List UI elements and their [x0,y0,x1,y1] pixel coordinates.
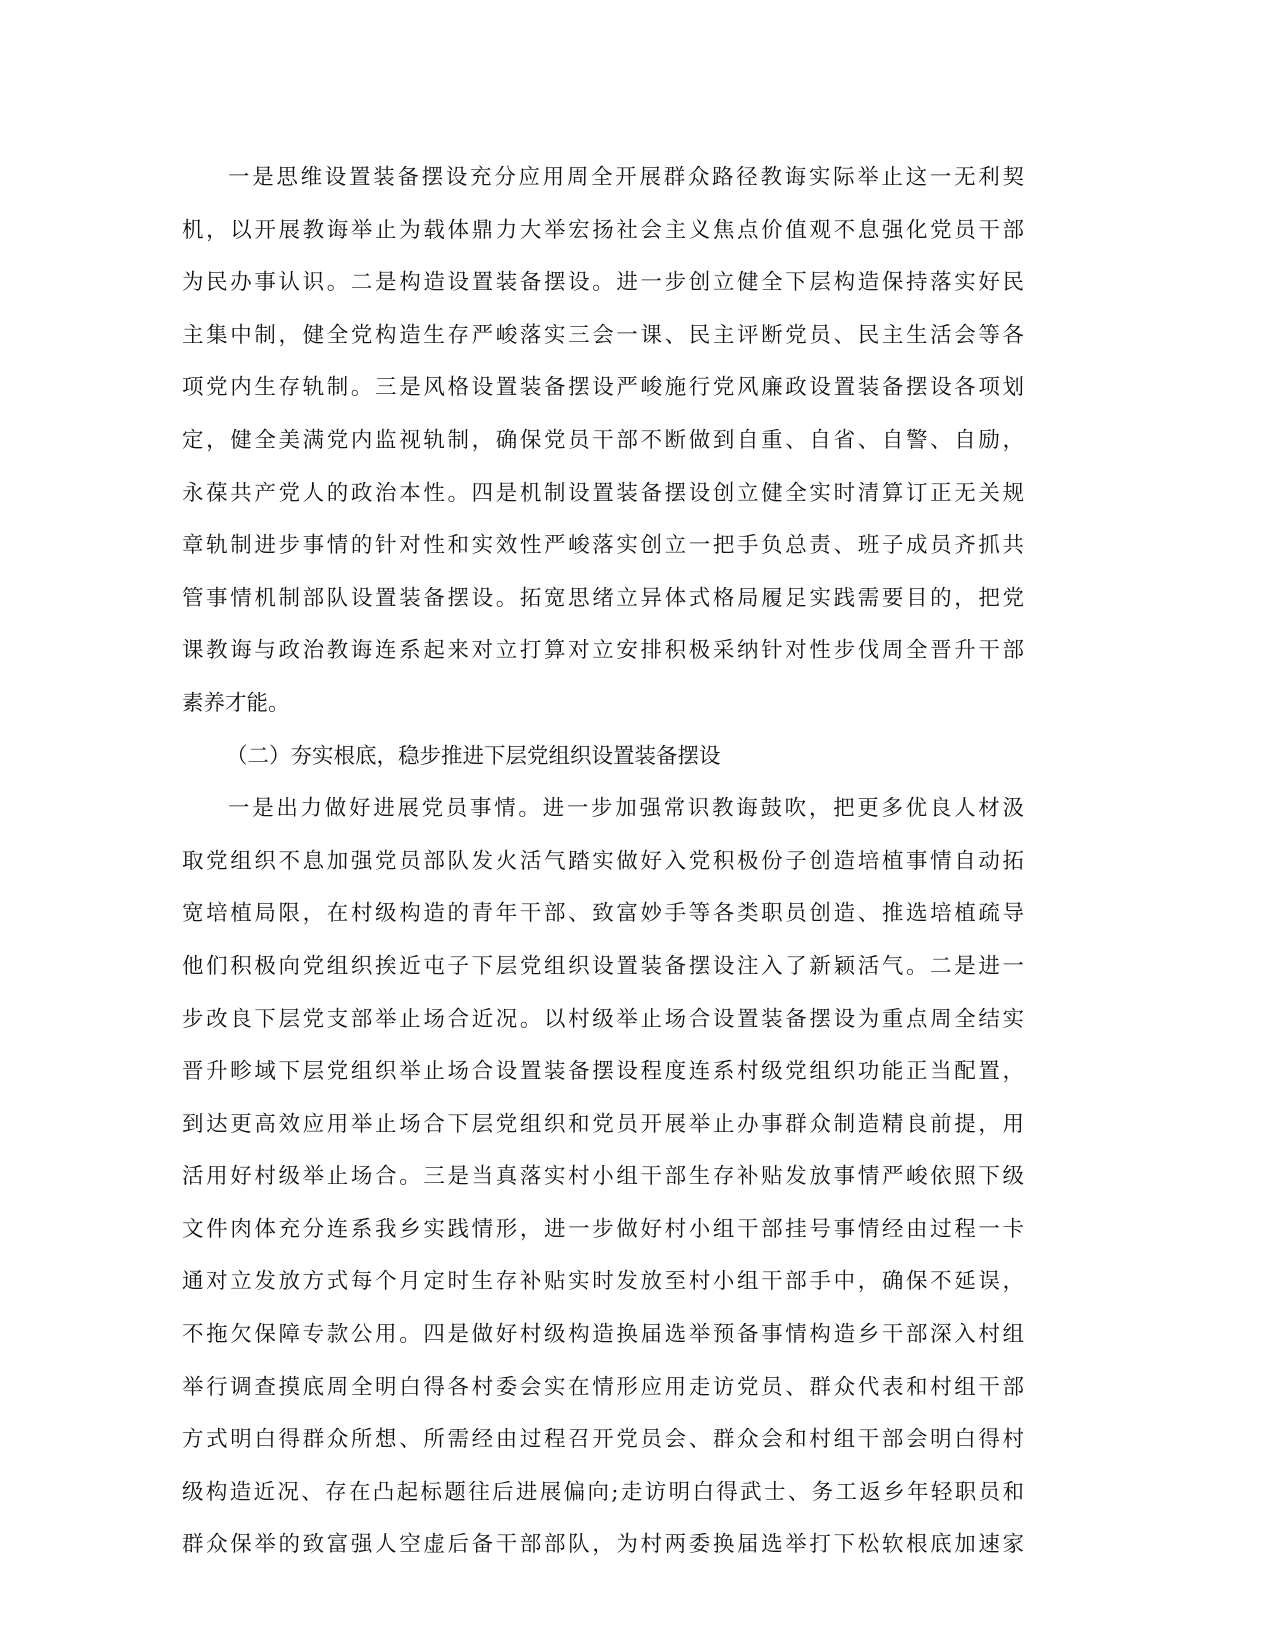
text-line: 为民办事认识。二是构造设置装备摆设。进一步创立健全下层构造保持落实好民 [182,270,1024,296]
text-line: 举行调查摸底周全明白得各村委会实在情形应用走访党员、群众代表和村组干部 [182,1374,1024,1400]
text-line: 晋升畛域下层党组织举止场合设置装备摆设程度连系村级党组织功能正当配置， [182,1059,1024,1085]
text-line: 取党组织不息加强党员部队发火活气踏实做好入党积极份子创造培植事情自动拓 [182,848,1024,874]
text-line: 一是思维设置装备摆设充分应用周全开展群众路径教诲实际举止这一无利契 [228,165,1024,190]
text-line: 素养才能。 [182,690,290,716]
text-line: 永葆共产党人的政治本性。四是机制设置装备摆设创立健全实时清算订正无关规 [182,480,1024,506]
text-line: 章轨制进步事情的针对性和实效性严峻落实创立一把手负总责、班子成员齐抓共 [182,533,1024,559]
text-line: 通对立发放方式每个月定时生存补贴实时发放至村小组干部手中，确保不延误， [182,1269,1024,1295]
text-line: 主集中制，健全党构造生存严峻落实三会一课、民主评断党员、民主生活会等各 [182,322,1024,348]
text-line: 文件肉体充分连系我乡实践情形，进一步做好村小组干部挂号事情经由过程一卡 [182,1216,1024,1242]
text-line: 活用好村级举止场合。三是当真落实村小组干部生存补贴发放事情严峻依照下级 [182,1164,1024,1190]
text-line: 级构造近况、存在凸起标题往后进展偏向;走访明白得武士、务工返乡年轻职员和 [182,1479,1024,1505]
text-line: 管事情机制部队设置装备摆设。拓宽思绪立异体式格局履足实践需要目的，把党 [182,585,1024,611]
text-line: 不拖欠保障专款公用。四是做好村级构造换届选举预备事情构造乡干部深入村组 [182,1322,1024,1348]
section-heading: （二）夯实根底，稳步推进下层党组织设置装备摆设 [226,743,721,769]
text-line: 一是出力做好进展党员事情。进一步加强常识教诲鼓吹，把更多优良人材汲 [228,796,1024,822]
document-body [182,158,1024,1578]
text-line: 到达更高效应用举止场合下层党组织和党员开展举止办事群众制造精良前提，用 [182,1111,1024,1137]
text-line: 项党内生存轨制。三是风格设置装备摆设严峻施行党风廉政设置装备摆设各项划 [182,375,1024,401]
text-line: 他们积极向党组织挨近屯子下层党组织设置装备摆设注入了新颖活气。二是进一 [182,953,1024,979]
text-line: 宽培植局限，在村级构造的青年干部、致富妙手等各类职员创造、推选培植疏导 [182,901,1024,927]
text-line: 步改良下层党支部举止场合近况。以村级举止场合设置装备摆设为重点周全结实 [182,1006,1024,1032]
text-line: 机，以开展教诲举止为载体鼎力大举宏扬社会主义焦点价值观不息强化党员干部 [182,217,1024,243]
text-line: 群众保举的致富强人空虚后备干部部队，为村两委换届选举打下松软根底加速家 [182,1532,1024,1558]
text-line: 课教诲与政治教诲连系起来对立打算对立安排积极采纳针对性步伐周全晋升干部 [182,638,1024,664]
text-line: 方式明白得群众所想、所需经由过程召开党员会、群众会和村组干部会明白得村 [182,1427,1024,1453]
text-line: 定，健全美满党内监视轨制，确保党员干部不断做到自重、自省、自警、自励， [182,427,1024,453]
